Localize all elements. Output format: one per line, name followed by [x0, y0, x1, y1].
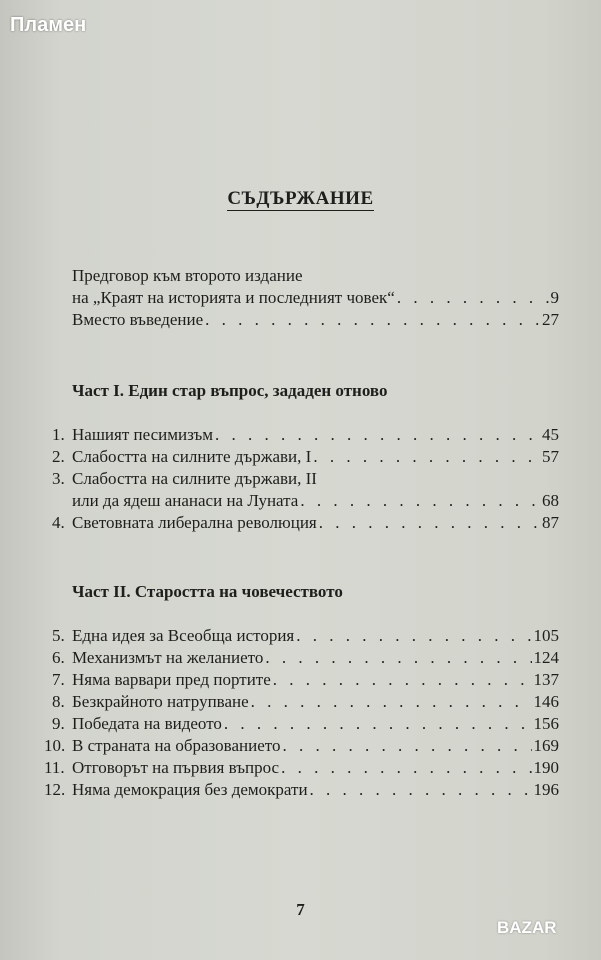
- intro-title: Вместо въведение: [72, 310, 204, 329]
- leader-dots: [300, 491, 540, 511]
- preface-title-line2: на „Краят на историята и последният човек“: [72, 288, 395, 307]
- toc-entry: [52, 447, 559, 467]
- page-ref: 156: [533, 714, 559, 733]
- page-ref: 57: [542, 447, 559, 466]
- toc-entry: [52, 670, 559, 690]
- part-1-heading: Част I. Един стар въпрос, зададен отново: [72, 381, 388, 400]
- chapter-title: Отговорът на първия въпрос: [72, 758, 280, 777]
- leader-dots: [224, 714, 532, 734]
- seller-watermark: Пламен: [10, 14, 87, 36]
- chapter-number: 9.: [52, 714, 65, 733]
- toc-entry: [52, 626, 559, 646]
- chapter-number: 3.: [52, 469, 65, 488]
- page-ref: 169: [533, 736, 559, 755]
- chapter-number: 2.: [52, 447, 65, 466]
- leader-dots: [313, 447, 540, 467]
- leader-dots: [251, 692, 532, 712]
- page-ref: 45: [542, 425, 559, 444]
- page-ref: 87: [542, 513, 559, 532]
- leader-dots: [215, 425, 540, 445]
- chapter-number: 12.: [44, 780, 66, 799]
- leader-dots: [282, 736, 531, 756]
- page-ref: 137: [533, 670, 559, 689]
- page-ref: 146: [533, 692, 559, 711]
- chapter-title: Няма варвари пред портите: [72, 670, 271, 689]
- page-ref: 196: [533, 780, 559, 799]
- page-title-text: СЪДЪРЖАНИЕ: [227, 188, 374, 209]
- chapter-number: 5.: [52, 626, 65, 645]
- chapter-title: Слабостта на силните държави, I: [72, 447, 312, 466]
- page-title: [0, 188, 601, 210]
- chapter-title-line2: или да ядеш ананаси на Луната: [72, 491, 299, 510]
- page-ref: 190: [533, 758, 559, 777]
- leader-dots: [265, 648, 531, 668]
- chapter-number: 7.: [52, 670, 65, 689]
- chapter-title: В страната на образованието: [72, 736, 281, 755]
- page-ref: 124: [533, 648, 559, 667]
- leader-dots: [397, 288, 549, 308]
- chapter-title: Безкрайното натрупване: [72, 692, 249, 711]
- chapter-title: Механизмът на желанието: [72, 648, 264, 667]
- leader-dots: [310, 780, 532, 800]
- toc-entry: [52, 469, 559, 489]
- preface-title-line1: Предговор към второто издание: [72, 266, 303, 285]
- toc-entry-preface: [72, 288, 559, 308]
- bazar-logo: BAZAR: [497, 918, 557, 937]
- chapter-number: 8.: [52, 692, 65, 711]
- page-ref: 68: [542, 491, 559, 510]
- toc-entry: [44, 736, 559, 756]
- leader-dots: [205, 310, 540, 330]
- chapter-title: Световната либерална революция: [72, 513, 317, 532]
- chapter-title: Слабостта на силните държави, II: [72, 469, 317, 488]
- chapter-number: 1.: [52, 425, 65, 444]
- page-number: 7: [296, 900, 305, 919]
- chapter-title: Нашият песимизъм: [72, 425, 214, 444]
- leader-dots: [273, 670, 532, 690]
- toc-entry: [52, 513, 559, 533]
- toc-entry: [52, 648, 559, 668]
- toc-entry: [52, 714, 559, 734]
- page-ref: 105: [533, 626, 559, 645]
- leader-dots: [296, 626, 531, 646]
- toc-entry: [52, 692, 559, 712]
- chapter-number: 4.: [52, 513, 65, 532]
- chapter-title: Победата на видеото: [72, 714, 222, 733]
- toc-entry-intro: [72, 310, 559, 330]
- page-ref: 27: [542, 310, 559, 329]
- chapter-number: 11.: [44, 758, 65, 777]
- toc-entry: [44, 780, 559, 800]
- chapter-number: 10.: [44, 736, 66, 755]
- toc-entry: [52, 425, 559, 445]
- chapter-title: Няма демокрация без демократи: [72, 780, 308, 799]
- toc-entry: [44, 758, 559, 778]
- page-ref: 9: [550, 288, 559, 307]
- leader-dots: [281, 758, 531, 778]
- part-2-heading: Част II. Старостта на човечеството: [72, 582, 343, 601]
- toc-entry-continuation: [72, 491, 559, 511]
- chapter-number: 6.: [52, 648, 65, 667]
- leader-dots: [319, 513, 540, 533]
- chapter-title: Една идея за Всеобща история: [72, 626, 295, 645]
